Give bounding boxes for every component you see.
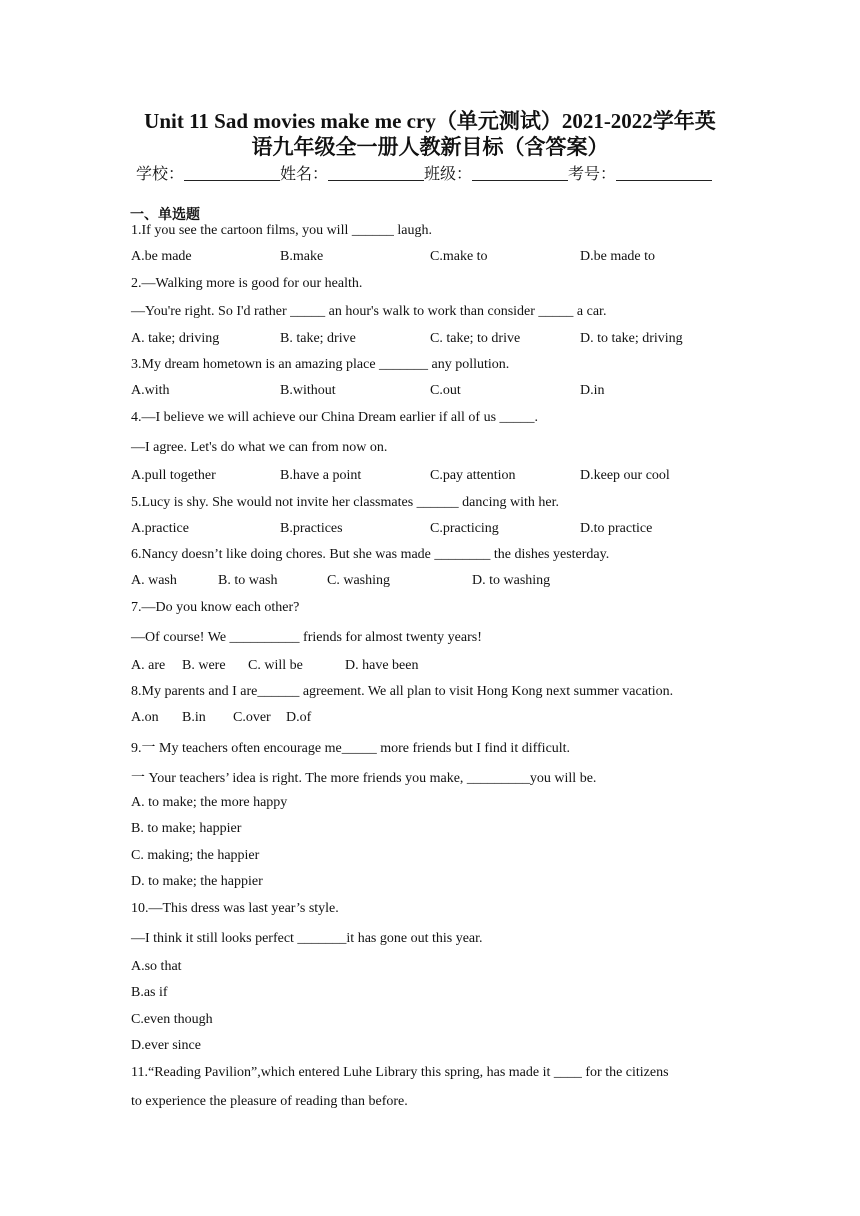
question-1-option-b: B.make [280,249,324,264]
question-1-option-c: C.make to [430,249,488,264]
question-11-stem-continued: to experience the pleasure of reading than before. [131,1094,408,1109]
school-blank[interactable] [184,166,280,181]
question-9-option-c: C. making; the happier [131,848,260,863]
question-8-option-c: C.over [233,710,271,725]
question-6-stem: 6.Nancy doesn’t like doing chores. But she was made ________ the dishes yesterday. [131,547,610,562]
question-3-option-a: A.with [131,383,170,398]
question-10-option-d: D.ever since [131,1038,201,1053]
number-label: 考号： [568,166,617,183]
question-1-stem: 1.If you see the cartoon films, you will ______ laugh. [131,223,432,238]
class-blank[interactable] [472,166,568,181]
question-4-option-b: B.have a point [280,468,362,483]
question-2-option-c: C. take; to drive [430,331,521,346]
document-title-line-1: Unit 11 Sad movies make me cry（单元测试）2021-2022学年英 [144,109,716,133]
question-2-option-d: D. to take; driving [580,331,683,346]
class-label: 班级： [424,166,473,183]
question-8-option-a: A.on [131,710,159,725]
school-label: 学校： [136,166,185,183]
question-8-option-d: D.of [286,710,312,725]
question-5-option-d: D.to practice [580,521,653,536]
question-6-option-a: A. wash [131,573,177,588]
question-7-stem: 7.—Do you know each other? [131,600,300,615]
question-2-stem: 2.—Walking more is good for our health. [131,276,363,291]
number-blank[interactable] [616,166,712,181]
question-4-option-d: D.keep our cool [580,468,670,483]
section-heading: 一、单选题 [130,208,200,223]
question-2-stem-reply: —You're right. So I'd rather _____ an hour's walk to work than consider _____ a car. [131,304,607,319]
question-9-option-b: B. to make; happier [131,821,242,836]
question-9-stem: 9.一 My teachers often encourage me_____ more friends but I find it difficult. [131,741,571,756]
question-9-option-a: A. to make; the more happy [131,795,288,810]
question-5-stem: 5.Lucy is shy. She would not invite her classmates ______ dancing with her. [131,495,559,510]
question-7-option-a: A. are [131,658,166,673]
question-1-option-d: D.be made to [580,249,656,264]
question-10-stem: 10.—This dress was last year’s style. [131,901,339,916]
question-11-stem: 11.“Reading Pavilion”,which entered Luhe Library this spring, has made it ____ for the citizens [131,1065,669,1080]
name-label: 姓名： [280,166,329,183]
question-2-option-b: B. take; drive [280,331,356,346]
question-4-stem-reply: —I agree. Let's do what we can from now on. [131,440,388,455]
question-9-option-d: D. to make; the happier [131,874,263,889]
question-3-option-c: C.out [430,383,461,398]
question-7-stem-reply: —Of course! We __________ friends for almost twenty years! [131,630,482,645]
question-8-stem: 8.My parents and I are______ agreement. We all plan to visit Hong Kong next summer vacation. [131,684,674,699]
question-4-stem: 4.—I believe we will achieve our China Dream earlier if all of us _____. [131,410,539,425]
question-7-option-b: B. were [182,658,226,673]
question-8-option-b: B.in [182,710,206,725]
question-5-option-b: B.practices [280,521,343,536]
question-10-option-c: C.even though [131,1012,213,1027]
question-7-option-d: D. have been [345,658,419,673]
question-1-option-a: A.be made [131,249,192,264]
document-title-line-2: 语九年级全一册人教新目标（含答案） [251,135,609,159]
name-blank[interactable] [328,166,424,181]
student-info-line [136,161,712,184]
question-10-option-b: B.as if [131,985,168,1000]
question-5-option-a: A.practice [131,521,189,536]
question-3-stem: 3.My dream hometown is an amazing place _______ any pollution. [131,357,510,372]
question-3-option-b: B.without [280,383,336,398]
question-5-option-c: C.practicing [430,521,499,536]
question-4-option-a: A.pull together [131,468,216,483]
question-2-option-a: A. take; driving [131,331,220,346]
question-6-option-d: D. to washing [472,573,551,588]
question-6-option-c: C. washing [327,573,390,588]
question-9-stem-reply: 一 Your teachers’ idea is right. The more friends you make, _________you will be. [131,771,597,786]
question-10-stem-reply: —I think it still looks perfect _______it has gone out this year. [131,931,483,946]
question-6-option-b: B. to wash [218,573,278,588]
question-4-option-c: C.pay attention [430,468,516,483]
question-7-option-c: C. will be [248,658,303,673]
question-10-option-a: A.so that [131,959,182,974]
question-3-option-d: D.in [580,383,605,398]
